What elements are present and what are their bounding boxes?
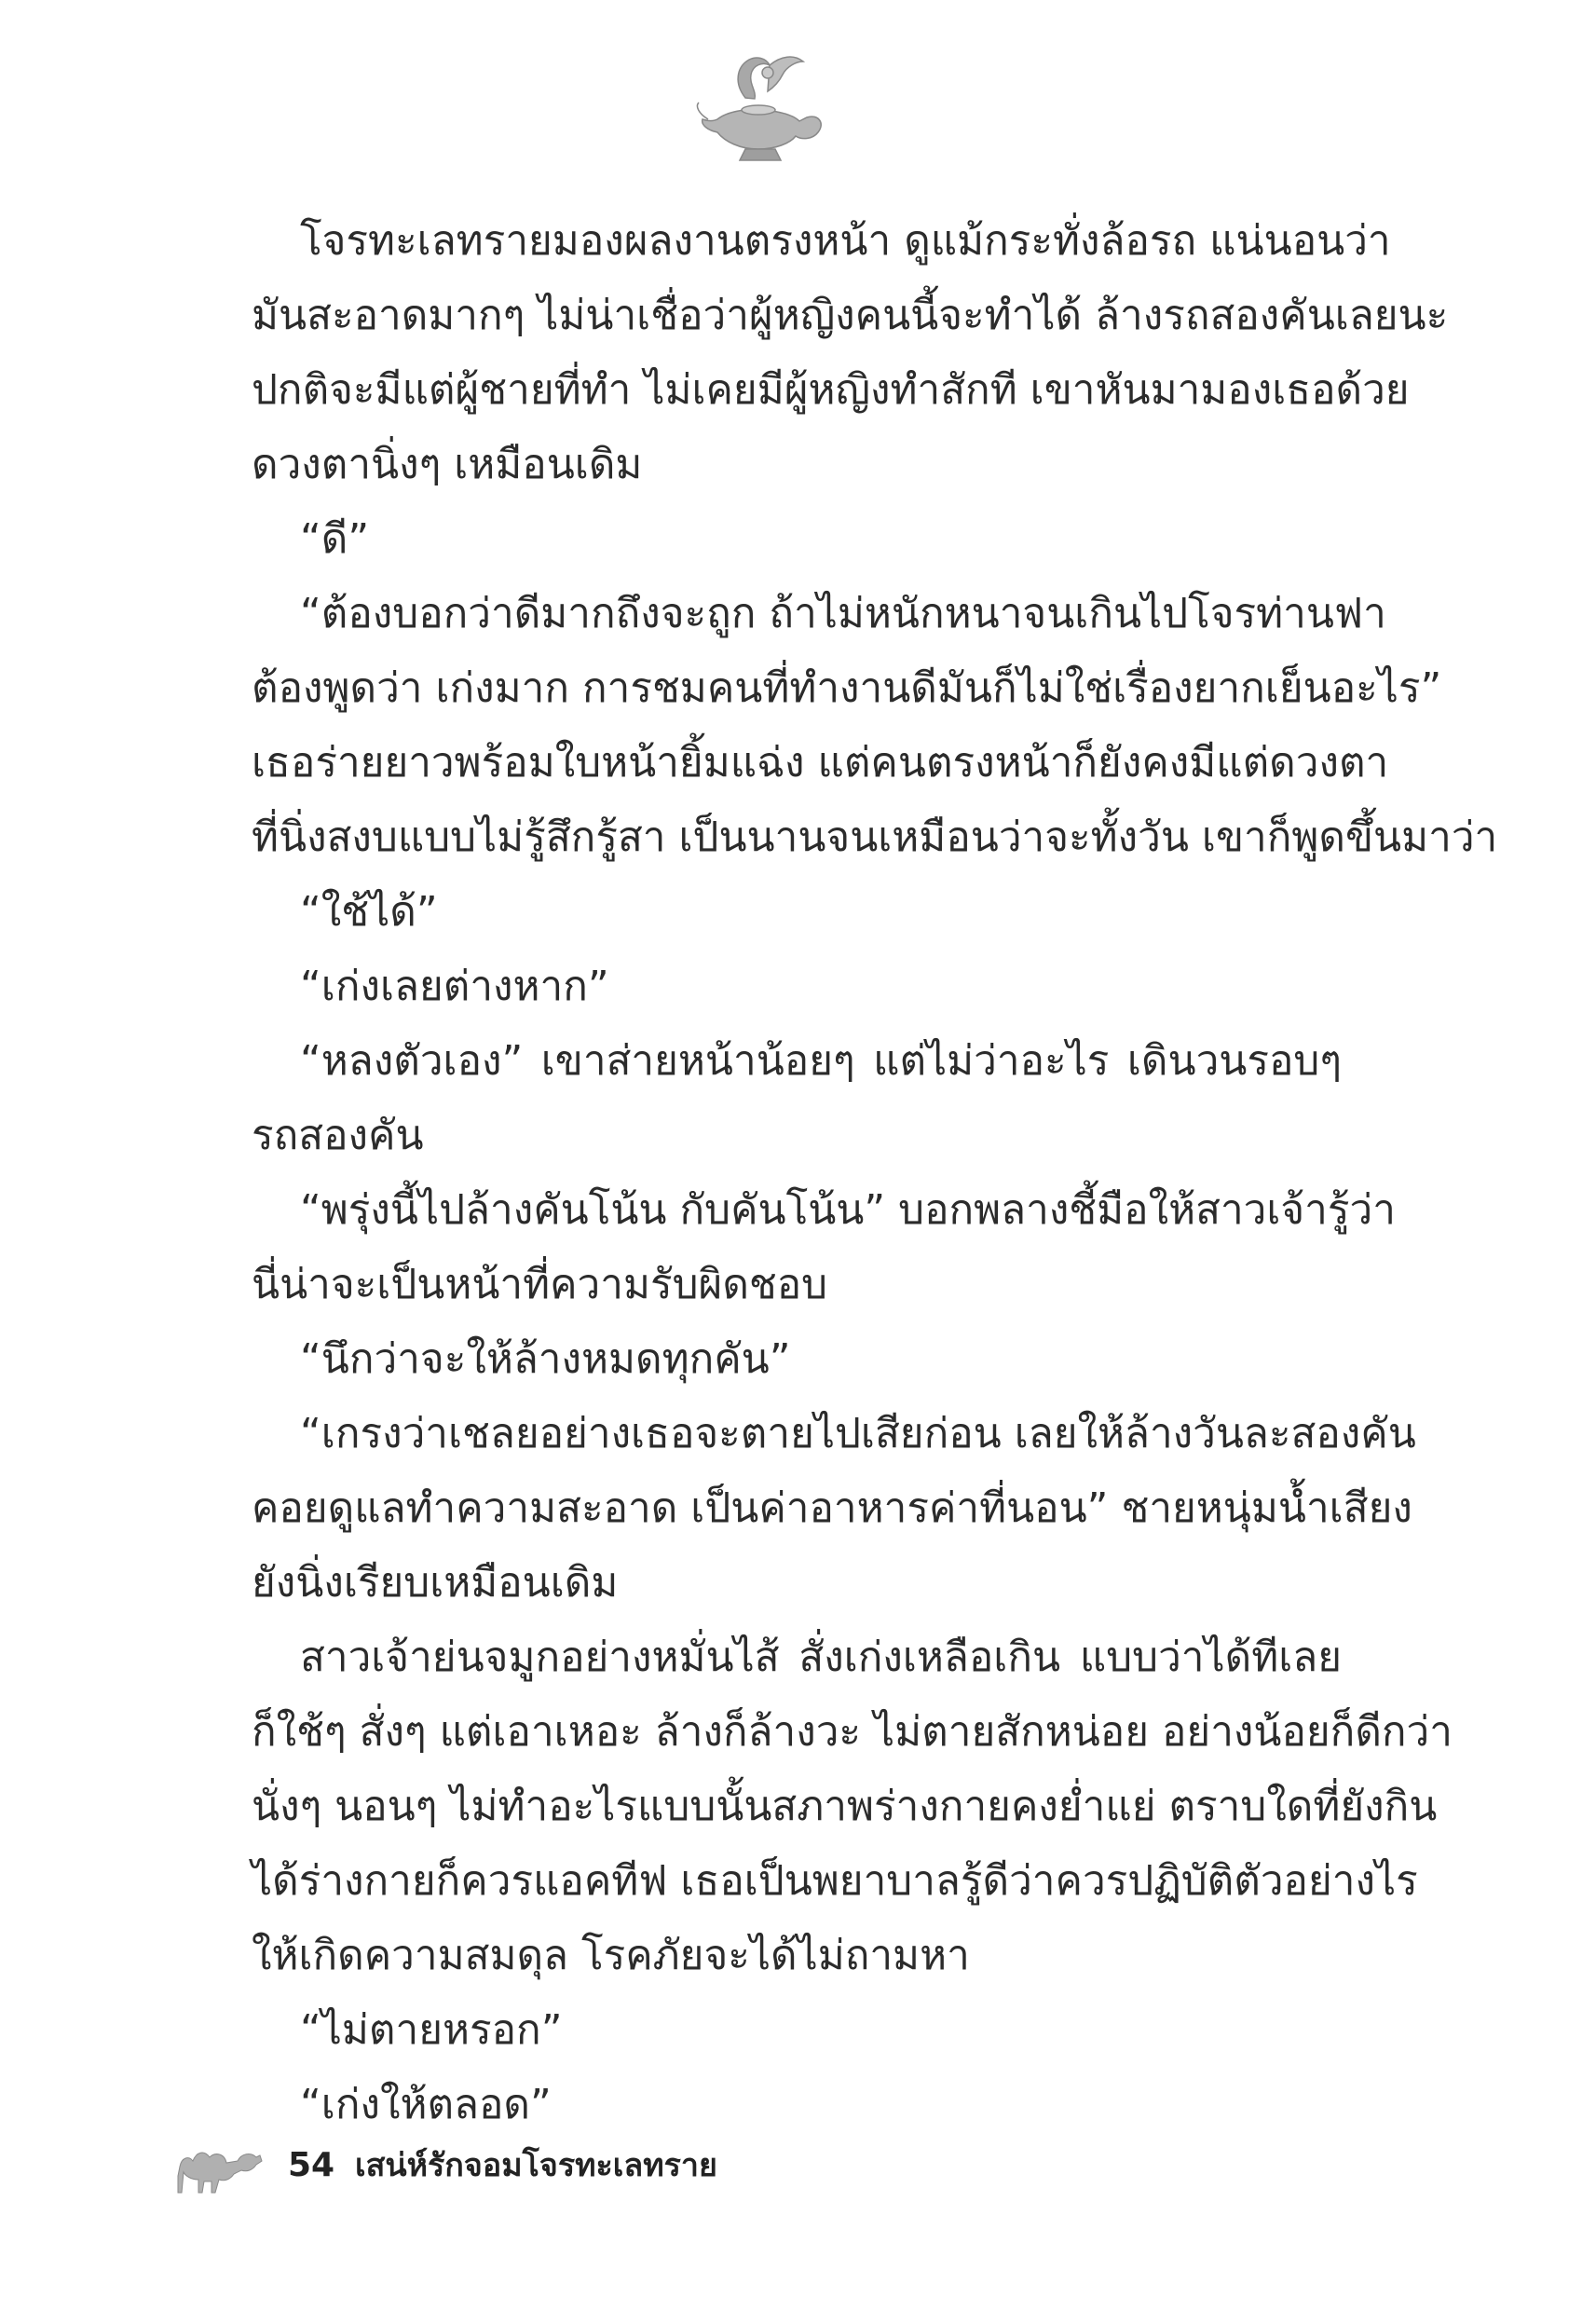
text-line: ที่นิ่งสงบแบบไม่รู้สึกรู้สา เป็นนานจนเหมือนว่าจะทั้งวัน เขาก็พูดขึ้นมาว่า	[252, 814, 1498, 861]
text-line: เธอร่ายยาวพร้อมใบหน้ายิ้มแฉ่ง แต่คนตรงหน้าก็ยังคงมีแต่ดวงตา	[252, 739, 1389, 786]
text-line: รถสองคัน	[252, 1112, 424, 1159]
text-line: มันสะอาดมากๆ ไม่น่าเชื่อว่าผู้หญิงคนนี้จะทำได้ ล้างรถสองคันเลยนะ	[252, 292, 1449, 339]
text-line: ปกติจะมีแต่ผู้ชายที่ทำ ไม่เคยมีผู้หญิงทำสักที เขาหันมามองเธอด้วย	[252, 366, 1410, 414]
text-line: “ไม่ตายหรอก”	[300, 2006, 563, 2054]
camel-icon	[172, 2139, 266, 2196]
text-line: ยังนิ่งเรียบเหมือนเดิม	[252, 1559, 619, 1607]
text-line: “เก่งเลยต่างหาก”	[300, 963, 609, 1010]
text-line: ดวงตานิ่งๆ เหมือนเดิม	[252, 441, 643, 488]
text-line: ได้ร่างกายก็ควรแอคทีฟ เธอเป็นพยาบาลรู้ดีว่าควรปฏิบัติตัวอย่างไร	[252, 1857, 1418, 1905]
text-line: “นึกว่าจะให้ล้างหมดทุกคัน”	[300, 1335, 791, 1383]
page-footer	[172, 2129, 825, 2204]
genie-lamp-icon	[689, 47, 829, 168]
text-line: โจรทะเลทรายมองผลงานตรงหน้า ดูแม้กระทั่งล้อรถ แน่นอนว่า	[300, 217, 1391, 265]
text-line: “ต้องบอกว่าดีมากถึงจะถูก ถ้าไม่หนักหนาจนเกินไปโจรท่านฟา	[300, 590, 1386, 637]
text-line: คอยดูแลทำความสะอาด เป็นค่าอาหารค่าที่นอน” ชายหนุ่มน้ำเสียง	[252, 1484, 1412, 1532]
text-line: “ใช้ได้”	[300, 888, 438, 936]
text-line: “เกรงว่าเชลยอย่างเธอจะตายไปเสียก่อน เลยให้ล้างวันละสองคัน	[300, 1410, 1416, 1457]
text-line: นี่น่าจะเป็นหน้าที่ความรับผิดชอบ	[252, 1261, 828, 1308]
text-line: “ดี”	[300, 515, 370, 563]
text-line: “เก่งให้ตลอด”	[300, 2081, 552, 2128]
page-number: 54	[288, 2146, 335, 2184]
text-line: ต้องพูดว่า เก่งมาก การชมคนที่ทำงานดีมันก็ไม่ใช่เรื่องยากเย็นอะไร”	[252, 664, 1442, 712]
book-title: เสน่ห์รักจอมโจรทะเลทราย	[355, 2147, 717, 2184]
text-line: ก็ใช้ๆ สั่งๆ แต่เอาเหอะ ล้างก็ล้างวะ ไม่ตายสักหน่อย อย่างน้อยก็ดีกว่า	[252, 1708, 1453, 1756]
text-line: ให้เกิดความสมดุล โรคภัยจะได้ไม่ถามหา	[252, 1932, 970, 1979]
text-line: “พรุ่งนี้ไปล้างคันโน้น กับคันโน้น” บอกพลางชี้มือให้สาวเจ้ารู้ว่า	[300, 1186, 1396, 1234]
text-line: สาวเจ้าย่นจมูกอย่างหมั่นไส้ สั่งเก่งเหลือเกิน แบบว่าได้ทีเลย	[300, 1634, 1342, 1681]
text-line: นั่งๆ นอนๆ ไม่ทำอะไรแบบนั้นสภาพร่างกายคงย่ำแย่ ตราบใดที่ยังกิน	[252, 1783, 1438, 1830]
text-line: “หลงตัวเอง” เขาส่ายหน้าน้อยๆ แต่ไม่ว่าอะไร เดินวนรอบๆ	[300, 1037, 1342, 1085]
